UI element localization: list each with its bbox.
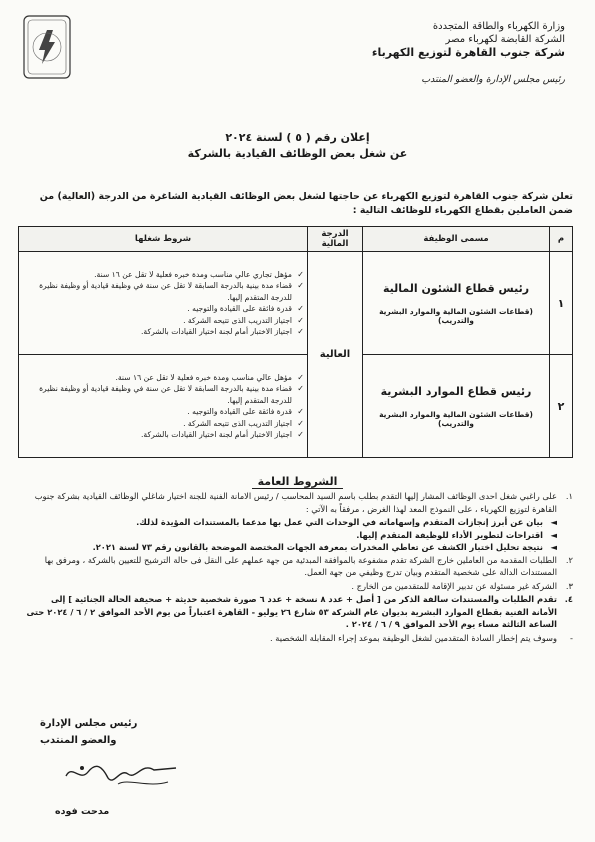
company-name: شركة جنوب القاهرة لتوزيع الكهرباء (371, 46, 565, 59)
conditions-cell (19, 252, 308, 355)
signer-title-line2: والعضو المنتدب (40, 735, 117, 746)
list-item: ✓ قدرة فائقة على القيادة والتوجيه . (187, 304, 304, 313)
general-conditions-list (24, 490, 573, 645)
list-item: ◄ اقتراحات لتطوير الأداء للوظيفة المتقدم إليها. (356, 529, 557, 540)
check-icon: ✓ (297, 418, 304, 428)
check-icon: ✓ (297, 407, 304, 416)
bullet-icon: ◄ (550, 542, 557, 552)
job-cell (363, 355, 550, 458)
check-icon: ✓ (297, 281, 304, 290)
grade-cell: العالية (308, 252, 363, 458)
job-subtitle: (قطاعات الشئون المالية والموارد البشرية والتدريب) (379, 409, 533, 428)
header-title: مسمى الوظيفة (363, 227, 550, 252)
signature-block (40, 715, 190, 749)
office-name: رئيس مجلس الإدارة والعضو المنتدب (421, 74, 565, 85)
intro-paragraph: تعلن شركة جنوب القاهرة لتوزيع الكهرباء عن حاجتها لشغل بعض الوظائف القيادية الشاغرة من الدرجة (العالية) من ضمن العاملين بقطاع الكهرباء للوظائف التالية : (39, 191, 573, 216)
list-item: ٤. تقدم الطلبات والمستندات سالفة الذكر من [ أصل + عدد ٨ نسخة + عدد ٦ صورة شخصية حديثة + صحيفة الحالة الجنائية ] إلى الأمانة الفنية بقطاع الموارد البشرية بديوان عام الشركة ٥٣ شارع ٢٦ يوليو - القاهرة اعتباراً من يوم الأحد الموافق ٢ / ٦ / ٢٠٢٤ حتى الساعة الثالثة مساء يوم الأحد الموافق ٩ / ٦ / ٢٠٢٤ . (26, 594, 573, 629)
job-subtitle: (قطاعات الشئون المالية والموارد البشرية والتدريب) (379, 306, 533, 325)
ministry-name: وزارة الكهرباء والطاقة المتجددة (432, 21, 565, 32)
conditions-list (22, 372, 304, 441)
check-icon: ✓ (297, 315, 304, 325)
jobs-table (18, 226, 573, 458)
job-cell (363, 252, 550, 355)
announcement-subject: عن شغل بعض الوظائف القيادية بالشركة (187, 147, 408, 160)
header-conditions: شروط شغلها (19, 227, 308, 252)
list-item: ✓ مؤهل تجاري عالي مناسب ومدة خبره فعلية لا تقل عن ١٦ سنة. (94, 269, 304, 279)
conditions-list (22, 269, 304, 338)
table-row (19, 252, 573, 355)
general-conditions-heading: الشروط العامة (0, 470, 595, 489)
signer-title-line1: رئيس مجلس الإدارة (40, 718, 138, 729)
list-item: ✓ اجتياز الاختبار أمام لجنة اختيار القيادات بالشركة. (140, 327, 304, 336)
list-item: ✓ قضاء مدة بينية بالدرجة السابقة لا تقل عن سنة في وظيفة قيادية أو وظيفة نظيرة للدرجة المتقدم إليها. (39, 384, 304, 405)
list-item: ✓ اجتياز التدريب الذى تتيحه الشركة . (183, 418, 304, 428)
announcement-title (0, 130, 595, 162)
check-icon: ✓ (297, 269, 304, 279)
check-icon: ✓ (297, 384, 304, 393)
announcement-number: إعلان رقم ( ٥ ) لسنة ٢٠٢٤ (225, 131, 370, 144)
list-item: ◄ نتيجة تحليل اختبار الكشف عن تعاطي المخدرات بمعرفة الجهات المختصة الموضحة بالقانون رقم ٧٣ لسنة ٢٠٢١. (92, 542, 557, 552)
list-item: ✓ مؤهل عالي مناسب ومدة خبره فعلية لا تقل عن ١٦ سنة. (115, 372, 304, 382)
job-title: رئيس قطاع الموارد البشرية (380, 384, 532, 398)
check-icon: ✓ (297, 304, 304, 313)
bullet-icon: ◄ (550, 529, 557, 540)
letterhead (235, 20, 565, 86)
closing-note: - وسوف يتم إخطار السادة المتقدمين لشغل الوظيفة بموعد إجراء المقابلة الشخصية . (270, 632, 573, 643)
header-num: م (550, 227, 573, 252)
row-num: ١ (550, 252, 573, 355)
handwritten-signature (58, 748, 188, 798)
bullet-icon: ◄ (550, 517, 557, 527)
list-item: ◄ بيان عن أبرز إنجازات المتقدم وإسهاماته في الوحدات التي عمل بها مدعما بالمستندات المؤيدة لذلك. (136, 517, 557, 527)
list-item: ✓ قضاء مدة بينية بالدرجة السابقة لا تقل عن سنة في وظيفة قيادية أو وظيفة نظيرة للدرجة المتقدم إليها. (39, 281, 304, 302)
conditions-cell (19, 355, 308, 458)
header-grade: الدرجة المالية (308, 227, 363, 252)
list-item: ✓ اجتياز الاختبار أمام لجنة اختيار القيادات بالشركة. (140, 430, 304, 439)
company-seal-icon (22, 14, 72, 80)
check-icon: ✓ (297, 372, 304, 382)
list-item: ✓ اجتياز التدريب الذى تتيحه الشركة . (183, 315, 304, 325)
list-item: ✓ قدرة فائقة على القيادة والتوجيه . (187, 407, 304, 416)
job-title: رئيس قطاع الشئون المالية (382, 281, 530, 295)
list-item: ٢. الطلبات المقدمة من العاملين خارج الشركة تقدم مشفوعة بالموافقة المبدئية من جهة عملهم على النقل فى حالة الترشيح للتعيين بالشركة ، ومرفق بها المستندات الدالة على شخصية المتقدم وبيان تدرج وظيفي من جهة العمل. (44, 554, 573, 577)
table-header-row (19, 227, 573, 252)
check-icon: ✓ (297, 430, 304, 439)
holding-company-name: الشركة القابضة لكهرباء مصر (445, 34, 565, 45)
list-item: ٣. الشركة غير مسئولة عن تدبير الإقامة للمتقدمين من الخارج . (351, 580, 573, 591)
check-icon: ✓ (297, 327, 304, 336)
row-num: ٢ (550, 355, 573, 458)
list-item: ١. على راغبي شغل احدى الوظائف المشار إليها التقدم بطلب باسم السيد المحاسب / رئيس الامانة الفنية للجنة اختيار شاغلي الوظائف القيادية بشركة جنوب القاهرة لتوزيع الكهرباء ، على النموذج المعد لهذا الغرض ، مرفقاً به الآتي : (34, 491, 573, 514)
signer-name: مدحت فوده (55, 806, 110, 817)
table-row (19, 355, 573, 458)
